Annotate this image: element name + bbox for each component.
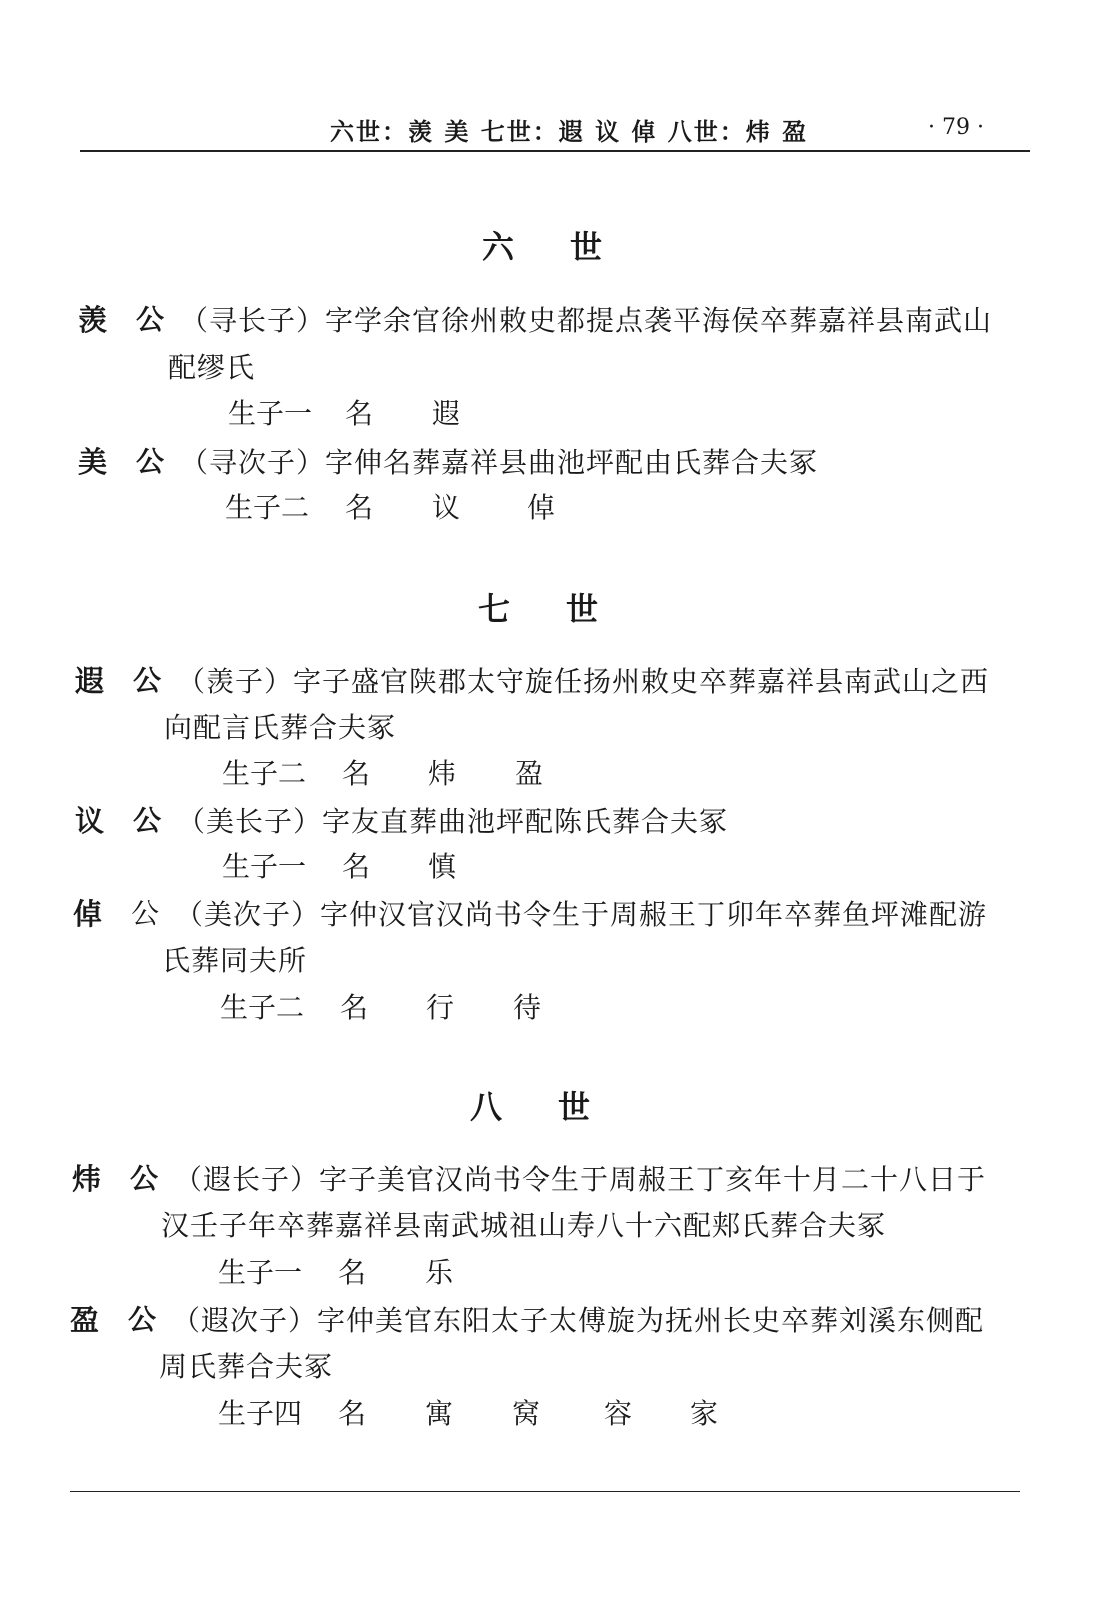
section-title: 七世 [478,590,655,628]
sons-count: 生子四 [218,1397,303,1430]
entry-name: 美 [78,445,108,479]
sons-count: 生子二 [225,491,310,524]
entry-name: 倬 [73,897,103,931]
entry-text-continued: 汉壬子年卒葬嘉祥县南武城祖山寿八十六配郏氏葬合夫冢 [161,1209,887,1242]
son-name: 倬 [527,491,556,524]
entry-text-continued: 配缪氏 [168,351,256,384]
entry-text-continued: 向配言氏葬合夫冢 [164,711,397,744]
sons-count: 生子一 [218,1256,303,1289]
entry-honorific: 公 [130,1162,159,1195]
sons-ming: 名 [345,491,374,524]
entry-honorific: 公 [133,804,162,837]
entry-honorific: 公 [133,664,162,697]
son-name: 待 [513,991,542,1024]
sons-ming: 名 [342,850,371,883]
entry-name: 盈 [70,1303,100,1337]
sons-ming: 名 [342,757,371,790]
entry-text-continued: 周氏葬合夫冢 [159,1350,334,1383]
entry-text: （遐次子）字仲美官东阳太子太傅旋为抚州长史卒葬刘溪东侧配 [172,1304,985,1337]
running-head: 六世：羡 美 七世：遐 议 倬 八世：炜 盈 [330,117,809,146]
entry-text: （羡子）字子盛官陕郡太守旋任扬州敕史卒葬嘉祥县南武山之西 [177,665,990,698]
son-name: 窝 [512,1397,541,1430]
footer-rule [70,1491,1020,1492]
entry-honorific: 公 [131,897,160,930]
entry-name: 议 [75,804,105,838]
son-name: 容 [604,1397,633,1430]
section-title: 六世 [482,228,659,266]
entry-text: （寻次子）字伸名葬嘉祥县曲池坪配由氏葬合夫冢 [180,446,819,479]
sons-count: 生子二 [220,991,305,1024]
entry-text: （美长子）字友直葬曲池坪配陈氏葬合夫冢 [177,805,729,838]
sons-ming: 名 [345,397,374,430]
entry-text: （寻长子）字学余官徐州敕史都提点袭平海侯卒葬嘉祥县南武山 [180,304,993,337]
entry-text: （遐长子）字子美官汉尚书令生于周赧王丁亥年十月二十八日于 [174,1163,987,1196]
section-title: 八世 [470,1088,647,1126]
son-name: 盈 [515,757,544,790]
entry-honorific: 公 [136,303,165,336]
son-name: 议 [432,491,461,524]
entry-name: 遐 [75,664,105,698]
page-number: · 79 · [928,115,984,140]
sons-count: 生子二 [222,757,307,790]
entry-name: 羡 [78,303,108,337]
entry-honorific: 公 [136,445,165,478]
son-name: 炜 [428,757,457,790]
son-name: 慎 [428,850,457,883]
header-rule [80,150,1030,152]
son-name: 家 [690,1397,719,1430]
sons-ming: 名 [338,1256,367,1289]
sons-ming: 名 [340,991,369,1024]
entry-text-continued: 氏葬同夫所 [162,944,308,977]
entry-honorific: 公 [128,1303,157,1336]
son-name: 遐 [432,397,461,430]
entry-text: （美次子）字仲汉官汉尚书令生于周赧王丁卯年卒葬鱼坪滩配游 [175,898,988,931]
sons-count: 生子一 [228,397,313,430]
sons-ming: 名 [338,1397,367,1430]
entry-name: 炜 [72,1162,102,1196]
son-name: 乐 [425,1256,454,1289]
son-name: 行 [426,991,455,1024]
son-name: 寓 [425,1397,454,1430]
sons-count: 生子一 [222,850,307,883]
